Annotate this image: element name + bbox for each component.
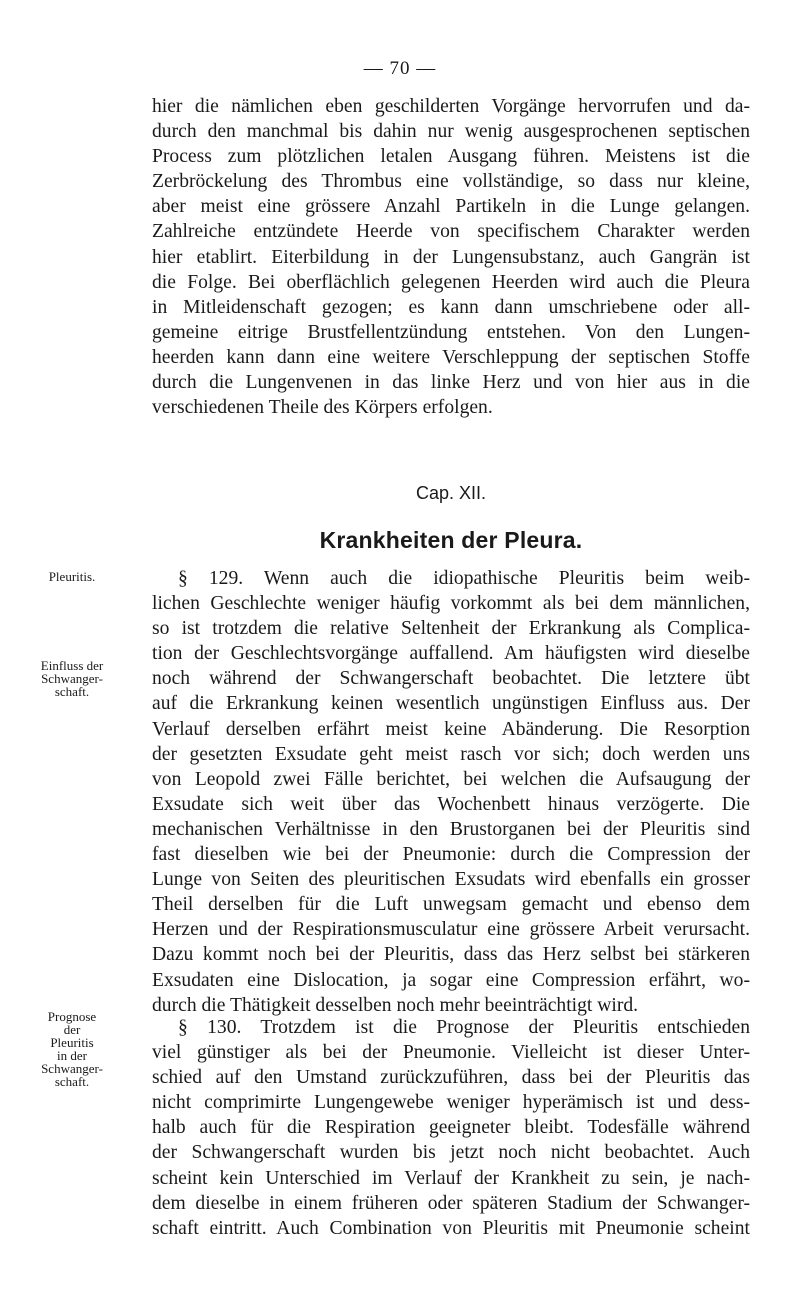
intro-paragraph bbox=[152, 94, 750, 420]
section-129 bbox=[152, 566, 750, 1018]
text-line: § 129. Wenn auch die idiopathische Pleuritis beim weib- bbox=[178, 568, 750, 589]
text-line: gemeine eitrige Brustfellentzündung entstehen. Von den Lungen- bbox=[152, 321, 750, 343]
text-line: scheint kein Unterschied im Verlauf der Krankheit zu sein, je nach- bbox=[152, 1167, 750, 1189]
text-line: noch während der Schwangerschaft beobachtet. Die letztere übt bbox=[152, 668, 750, 690]
text-line: Exsudate sich weit über das Wochenbett hinaus verzögerte. Die bbox=[152, 793, 750, 815]
text-line: Theil derselben für die Luft unwegsam gemacht und ebenso dem bbox=[152, 894, 750, 916]
margin-note-line: schaft. bbox=[54, 1074, 90, 1089]
text-line: so ist trotzdem die relative Seltenheit der Erkrankung als Complica- bbox=[152, 618, 750, 640]
text-line: durch den manchmal bis dahin nur wenig ausgesprochenen septischen bbox=[152, 121, 750, 143]
paragraph bbox=[152, 94, 750, 420]
text-line: tion der Geschlechtsvorgänge auffallend. Am häufigsten wird dieselbe bbox=[152, 643, 750, 665]
paragraph bbox=[152, 566, 750, 1018]
text-line: Zerbröckelung des Thrombus eine vollständige, so dass nur kleine, bbox=[152, 171, 750, 193]
text-line: Zahlreiche entzündete Heerde von specifischem Charakter werden bbox=[152, 221, 750, 243]
text-line: Verlauf derselben erfährt meist keine Abänderung. Die Resorption bbox=[152, 718, 750, 740]
page-number: — 70 — bbox=[363, 58, 437, 79]
text-line: der gesetzten Exsudate geht meist rasch vor sich; doch werden uns bbox=[152, 743, 750, 765]
text-line: § 130. Trotzdem ist die Prognose der Pleuritis entschieden bbox=[178, 1017, 750, 1038]
margin-note-line: in der bbox=[57, 1048, 87, 1063]
text-line: auf die Erkrankung keinen wesentlich ungünstigen Einfluss aus. Der bbox=[152, 693, 750, 715]
text-line: viel günstiger als bei der Pneumonie. Vielleicht ist dieser Unter- bbox=[152, 1042, 750, 1064]
text-line: die Folge. Bei oberflächlich gelegenen Heerden wird auch die Pleura bbox=[152, 271, 750, 293]
margin-note-line: schaft. bbox=[54, 684, 90, 699]
text-line: durch die Lungenvenen in das linke Herz und von hier aus in die bbox=[152, 372, 750, 394]
text-line: hier etablirt. Eiterbildung in der Lungensubstanz, auch Gangrän ist bbox=[152, 246, 750, 268]
text-line: der Schwangerschaft wurden bis jetzt noch nicht beobachtet. Auch bbox=[152, 1142, 750, 1164]
text-line: heerden kann dann eine weitere Verschleppung der septischen Stoffe bbox=[152, 346, 750, 368]
text-line: Process zum plötzlichen letalen Ausgang führen. Meistens ist die bbox=[152, 146, 750, 168]
margin-note-line: Schwanger- bbox=[41, 671, 103, 686]
margin-note-line: Schwanger- bbox=[41, 1061, 103, 1076]
text-line: dem dieselbe in einem früheren oder späteren Stadium der Schwanger- bbox=[152, 1192, 750, 1214]
text-line: lichen Geschlechte weniger häufig vorkommt als bei dem männlichen, bbox=[152, 593, 750, 615]
margin-note-einfluss bbox=[22, 659, 122, 698]
chapter-title: Krankheiten der Pleura. bbox=[319, 527, 583, 553]
section-130 bbox=[152, 1015, 750, 1241]
text-line: Herzen und der Respirationsmusculatur eine grössere Arbeit verursacht. bbox=[152, 919, 750, 941]
margin-note-line: Pleuritis bbox=[50, 1035, 94, 1050]
text-line: Dazu kommt noch bei der Pleuritis, dass das Herz selbst bei stärkeren bbox=[152, 944, 750, 966]
text-line: Exsudaten eine Dislocation, ja sogar eine Compression erfährt, wo- bbox=[152, 969, 750, 991]
text-line: von Leopold zwei Fälle berichtet, bei welchen die Aufsaugung der bbox=[152, 768, 750, 790]
text-line: fast dieselben wie bei der Pneumonie: durch die Compression der bbox=[152, 844, 750, 866]
text-line: halb auch für die Respiration geeigneter bleibt. Todesfälle während bbox=[152, 1117, 750, 1139]
text-line: schaft eintritt. Auch Combination von Pleuritis mit Pneumonie scheint bbox=[152, 1217, 750, 1239]
text-line: in Mitleidenschaft gezogen; es kann dann umschriebene oder all- bbox=[152, 296, 750, 318]
text-line: aber meist eine grössere Anzahl Partikeln in die Lunge gelangen. bbox=[152, 196, 750, 218]
text-line: Lunge von Seiten des pleuritischen Exsudats wird ebenfalls ein grosser bbox=[152, 869, 750, 891]
margin-note-line: Prognose bbox=[47, 1009, 97, 1024]
text-line: hier die nämlichen eben geschilderten Vorgänge hervorrufen und da- bbox=[152, 96, 750, 117]
chapter-label: Cap. XII. bbox=[415, 483, 487, 503]
margin-note-line: Einfluss der bbox=[40, 658, 104, 673]
text-line: nicht comprimirte Lungengewebe weniger hyperämisch ist und dess- bbox=[152, 1092, 750, 1114]
text-line: mechanischen Verhältnisse in den Brustorganen bei der Pleuritis sind bbox=[152, 818, 750, 840]
margin-note-prognose bbox=[22, 1010, 122, 1088]
text-line: verschiedenen Theile des Körpers erfolgen. bbox=[152, 397, 493, 419]
paragraph bbox=[152, 1015, 750, 1241]
margin-note-line: der bbox=[63, 1022, 81, 1037]
margin-note-pleuritis: Pleuritis. bbox=[48, 569, 96, 584]
text-line: schied auf den Umstand zurückzuführen, dass bei der Pleuritis das bbox=[152, 1067, 750, 1089]
text-line: durch die Thätigkeit desselben noch mehr beeinträchtigt wird. bbox=[152, 994, 639, 1016]
